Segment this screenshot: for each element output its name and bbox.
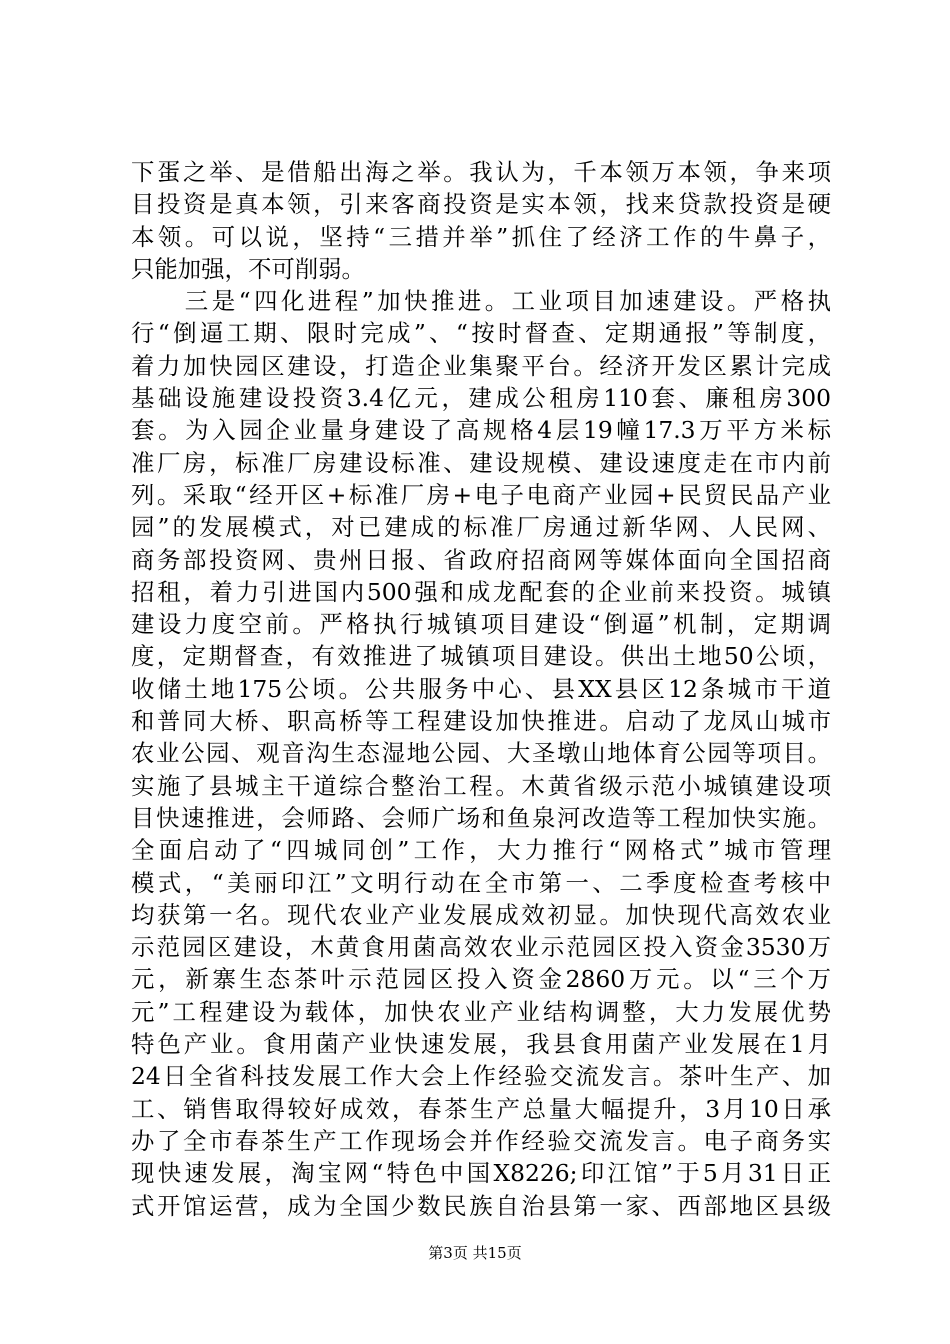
- text-line: 收储土地175公顷。公共服务中心、县XX县区12条城市干道: [131, 674, 831, 703]
- text-line: 元，新寨生态茶叶示范园区投入资金2860万元。以“三个万: [131, 965, 831, 994]
- text-line: 准厂房，标准厂房建设标准、建设规模、建设速度走在市内前: [131, 448, 831, 477]
- text-line: 列。采取“经开区+标准厂房+电子电商产业园+民贸民品产业: [131, 480, 831, 509]
- text-line: 招租，着力引进国内500强和成龙配套的企业前来投资。城镇: [131, 577, 831, 606]
- text-line: 24日全省科技发展工作大会上作经验交流发言。茶叶生产、加: [131, 1062, 831, 1091]
- text-line: 套。为入园企业量身建设了高规格4层19幢17.3万平方米标: [131, 416, 831, 445]
- text-line: 模式，“美丽印江”文明行动在全市第一、二季度检查考核中: [131, 868, 831, 897]
- text-line: 商务部投资网、贵州日报、省政府招商网等媒体面向全国招商: [131, 545, 831, 574]
- text-line: 和普同大桥、职高桥等工程建设加快推进。启动了龙凤山城市: [131, 707, 831, 736]
- text-line: 农业公园、观音沟生态湿地公园、大圣墩山地体育公园等项目。: [131, 739, 831, 768]
- text-line: 目投资是真本领，引来客商投资是实本领，找来贷款投资是硬: [131, 190, 831, 219]
- text-line: 度，定期督查，有效推进了城镇项目建设。供出土地50公顷，: [131, 642, 831, 671]
- text-line: 三是“四化进程”加快推进。工业项目加速建设。严格执: [131, 287, 831, 316]
- text-line: 均获第一名。现代农业产业发展成效初显。加快现代高效农业: [131, 900, 831, 929]
- text-line: 下蛋之举、是借船出海之举。我认为，千本领万本领，争来项: [131, 158, 831, 186]
- text-line: 示范园区建设，木黄食用菌高效农业示范园区投入资金3530万: [131, 933, 831, 962]
- text-line: 现快速发展，淘宝网“特色中国X8226;印江馆”于5月31日正: [131, 1159, 831, 1188]
- text-line: 着力加快园区建设，打造企业集聚平台。经济开发区累计完成: [131, 351, 831, 380]
- text-line: 式开馆运营，成为全国少数民族自治县第一家、西部地区县级: [131, 1191, 831, 1220]
- text-line: 目快速推进，会师路、会师广场和鱼泉河改造等工程加快实施。: [131, 803, 831, 832]
- text-line: 建设力度空前。严格执行城镇项目建设“倒逼”机制，定期调: [131, 610, 831, 639]
- text-line: 基础设施建设投资3.4亿元，建成公租房110套、廉租房300: [131, 384, 831, 413]
- text-line: 特色产业。食用菌产业快速发展，我县食用菌产业发展在1月: [131, 1030, 831, 1059]
- page-number: 第3页 共15页: [428, 1244, 522, 1262]
- text-line: 办了全市春茶生产工作现场会并作经验交流发言。电子商务实: [131, 1126, 831, 1155]
- text-line: 本领。可以说，坚持“三措并举”抓住了经济工作的牛鼻子，: [131, 222, 831, 251]
- text-line: 只能加强，不可削弱。: [131, 254, 365, 283]
- text-line: 园”的发展模式，对已建成的标准厂房通过新华网、人民网、: [131, 513, 831, 542]
- text-line: 行“倒逼工期、限时完成”、“按时督查、定期通报”等制度，: [131, 319, 831, 348]
- text-line: 全面启动了“四城同创”工作，大力推行“网格式”城市管理: [131, 836, 831, 865]
- body-text: [131, 156, 831, 1222]
- text-line: 工、销售取得较好成效，春茶生产总量大幅提升，3月10日承: [131, 1094, 831, 1123]
- text-line: 实施了县城主干道综合整治工程。木黄省级示范小城镇建设项: [131, 771, 831, 800]
- text-line: 元”工程建设为载体，加快农业产业结构调整，大力发展优势: [131, 997, 831, 1026]
